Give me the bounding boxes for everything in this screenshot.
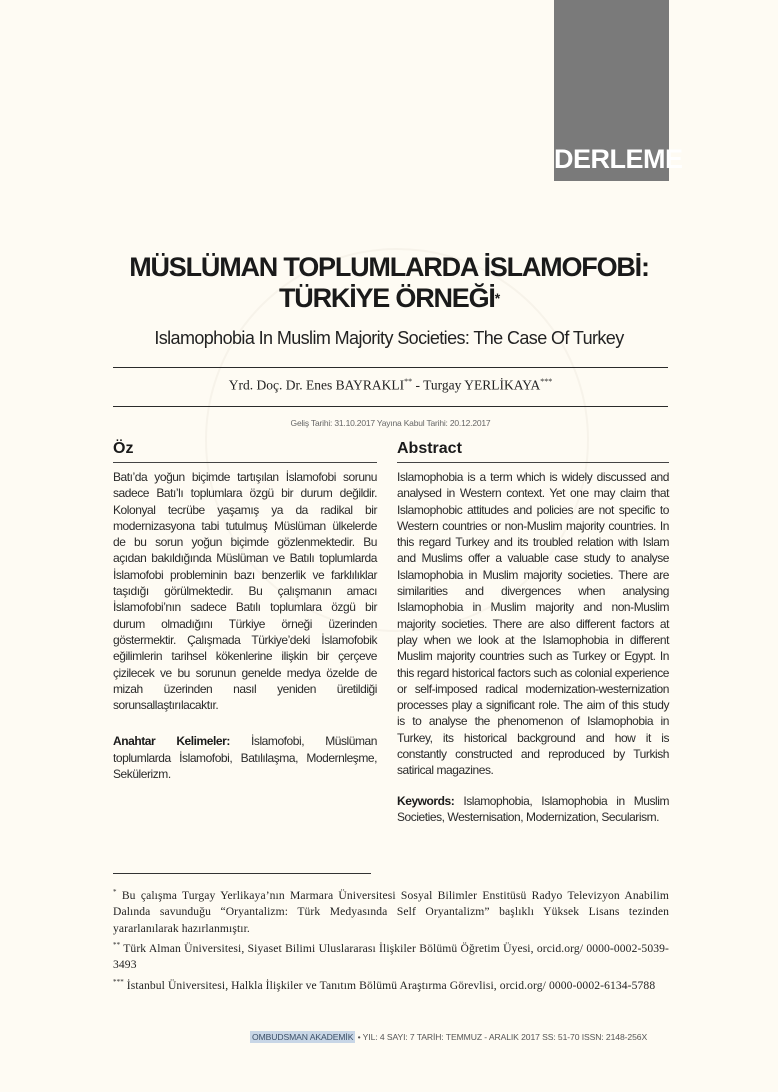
author-line: [113, 377, 668, 394]
footnotes: [113, 884, 669, 994]
article-subtitle: Islamophobia In Muslim Majority Societies: The Case Of Turkey: [154, 328, 624, 348]
issue-details: • YIL: 4 SAYI: 7 TARİH: TEMMUZ - ARALIK 2017 SS: 51-70 ISSN: 2148-256X: [355, 1032, 648, 1042]
keywords-label: Keywords:: [397, 793, 455, 808]
header-rule-bottom: [113, 406, 668, 407]
journal-name: OMBUDSMAN AKADEMİK: [252, 1032, 354, 1042]
keywords: [397, 793, 669, 826]
author-1: Yrd. Doç. Dr. Enes BAYRAKLI: [228, 377, 405, 393]
page-footer: [250, 1032, 670, 1042]
footnote-2: [113, 937, 669, 974]
article-type-label: DERLEME: [554, 144, 683, 174]
author-2-mark: ***: [540, 377, 553, 386]
footnote-3: [113, 974, 669, 994]
anahtar-kelimeler-label: Anahtar Kelimeler:: [113, 734, 230, 749]
footnote-1: [113, 884, 669, 937]
footnote-2-text: Türk Alman Üniversitesi, Siyaset Bilimi Uluslararası İlişkiler Bölümü Öğretim Üyesi, orcid.org/ 0000-0002-5039-3493: [113, 941, 669, 972]
footnote-3-mark: ***: [113, 977, 124, 986]
author-separator: -: [412, 377, 424, 393]
title-line-1: MÜSLÜMAN TOPLUMLARDA İSLAMOFOBİ:: [129, 252, 649, 282]
author-1-mark: **: [404, 377, 413, 386]
footnote-3-text: İstanbul Üniversitesi, Halkla İlişkiler ve Tanıtım Bölümü Araştırma Görevlisi, orcid.org/ 0000-0002-6134-5788: [123, 978, 656, 992]
article-type-badge: [554, 0, 683, 181]
footnote-1-text: Bu çalışma Turgay Yerlikaya’nın Marmara Üniversitesi Sosyal Bilimler Enstitüsü Radyo Televizyon Anabilim Dalında savunduğu “Oryantalizm: Türk Medyasında Self Oryantalizm” başlıklı Yüksek Lisans tezinden yararlanılarak hazırlanmıştır.: [113, 888, 669, 935]
submission-dates: Geliş Tarihi: 31.10.2017 Yayına Kabul Tarihi: 20.12.2017: [290, 418, 491, 428]
footnote-1-mark: *: [113, 888, 117, 896]
abstract-body: Islamophobia is a term which is widely discussed and analysed in Western context. Yet one may claim that Islamophobic attitudes and policies are not specific to Western countries or non-Muslim majority countries. In this regard Turkey and its troubled relation with Islam and Muslims offer a valuable case study to analyse Islamophobia in Muslim majority societies. There are similarities and divergences when analysing Islamophobia in Muslim majority and non-Muslim majority societies. There are also different factors at play when we look at the Islamophobia in different Muslim majority countries such as Turkey or Egypt. In this regard historical factors such as colonial experience or self-imposed radical modernization-westernization processes play a significant role. The aim of this study is to analyse the phenomenon of Islamophobia in Turkey, its historical background and how it is constantly constructed and reproduced by Turkish satirical magazines.: [397, 470, 669, 778]
header-rule-top: [113, 367, 668, 368]
title-footnote-mark: *: [494, 290, 499, 306]
footnote-rule: [113, 873, 371, 874]
author-2: Turgay YERLİKAYA: [423, 377, 541, 393]
oz-column: [113, 440, 377, 782]
title-line-2: TÜRKİYE ÖRNEĞİ: [279, 283, 495, 313]
abstract-column: [397, 440, 669, 825]
footnote-2-mark: **: [113, 941, 121, 950]
anahtar-kelimeler-text: İslamofobi, Müslüman toplumlarda İslamofobi, Batılılaşma, Modernleşme, Sekülerizm.: [113, 734, 377, 782]
anahtar-kelimeler: [113, 733, 377, 782]
oz-body: Batı’da yoğun biçimde tartışılan İslamofobi sorunu sadece Batı’lı toplumlara özgü bir durum değildir. Kolonyal tecrübe yaşamış ya da radikal bir modernizasyona tabi tutulmuş Müslüman ülkelerde de bu sorun yoğun biçimde gözlenmektedir. Bu açıdan bakıldığında Müslüman ve Batılı toplumlarda İslamofobi probleminin bazı benzerlik ve farklılıklar taşıdığı görülmektedir. Bu çalışmanın amacı İslamofobi’nın sadece Batılı toplumlara özgü bir durum olmadığını Türkiye örneği üzerinden göstermektir. Çalışmada Türkiye’deki İslamofobik eğilimlerin tarihsel kökenlerine ilişkin bir çerçeve çizilecek ve bu sorunun genelde medya özelde de mizah üzerinden nasıl yeniden üretildiği sorunsallaştırılacaktır.: [113, 470, 377, 713]
abstract-heading: Abstract: [397, 440, 669, 463]
keywords-text: Islamophobia, Islamophobia in Muslim Societies, Westernisation, Modernization, Secularism.: [397, 793, 669, 824]
article-title: [100, 252, 678, 314]
oz-heading: Öz: [113, 440, 377, 463]
